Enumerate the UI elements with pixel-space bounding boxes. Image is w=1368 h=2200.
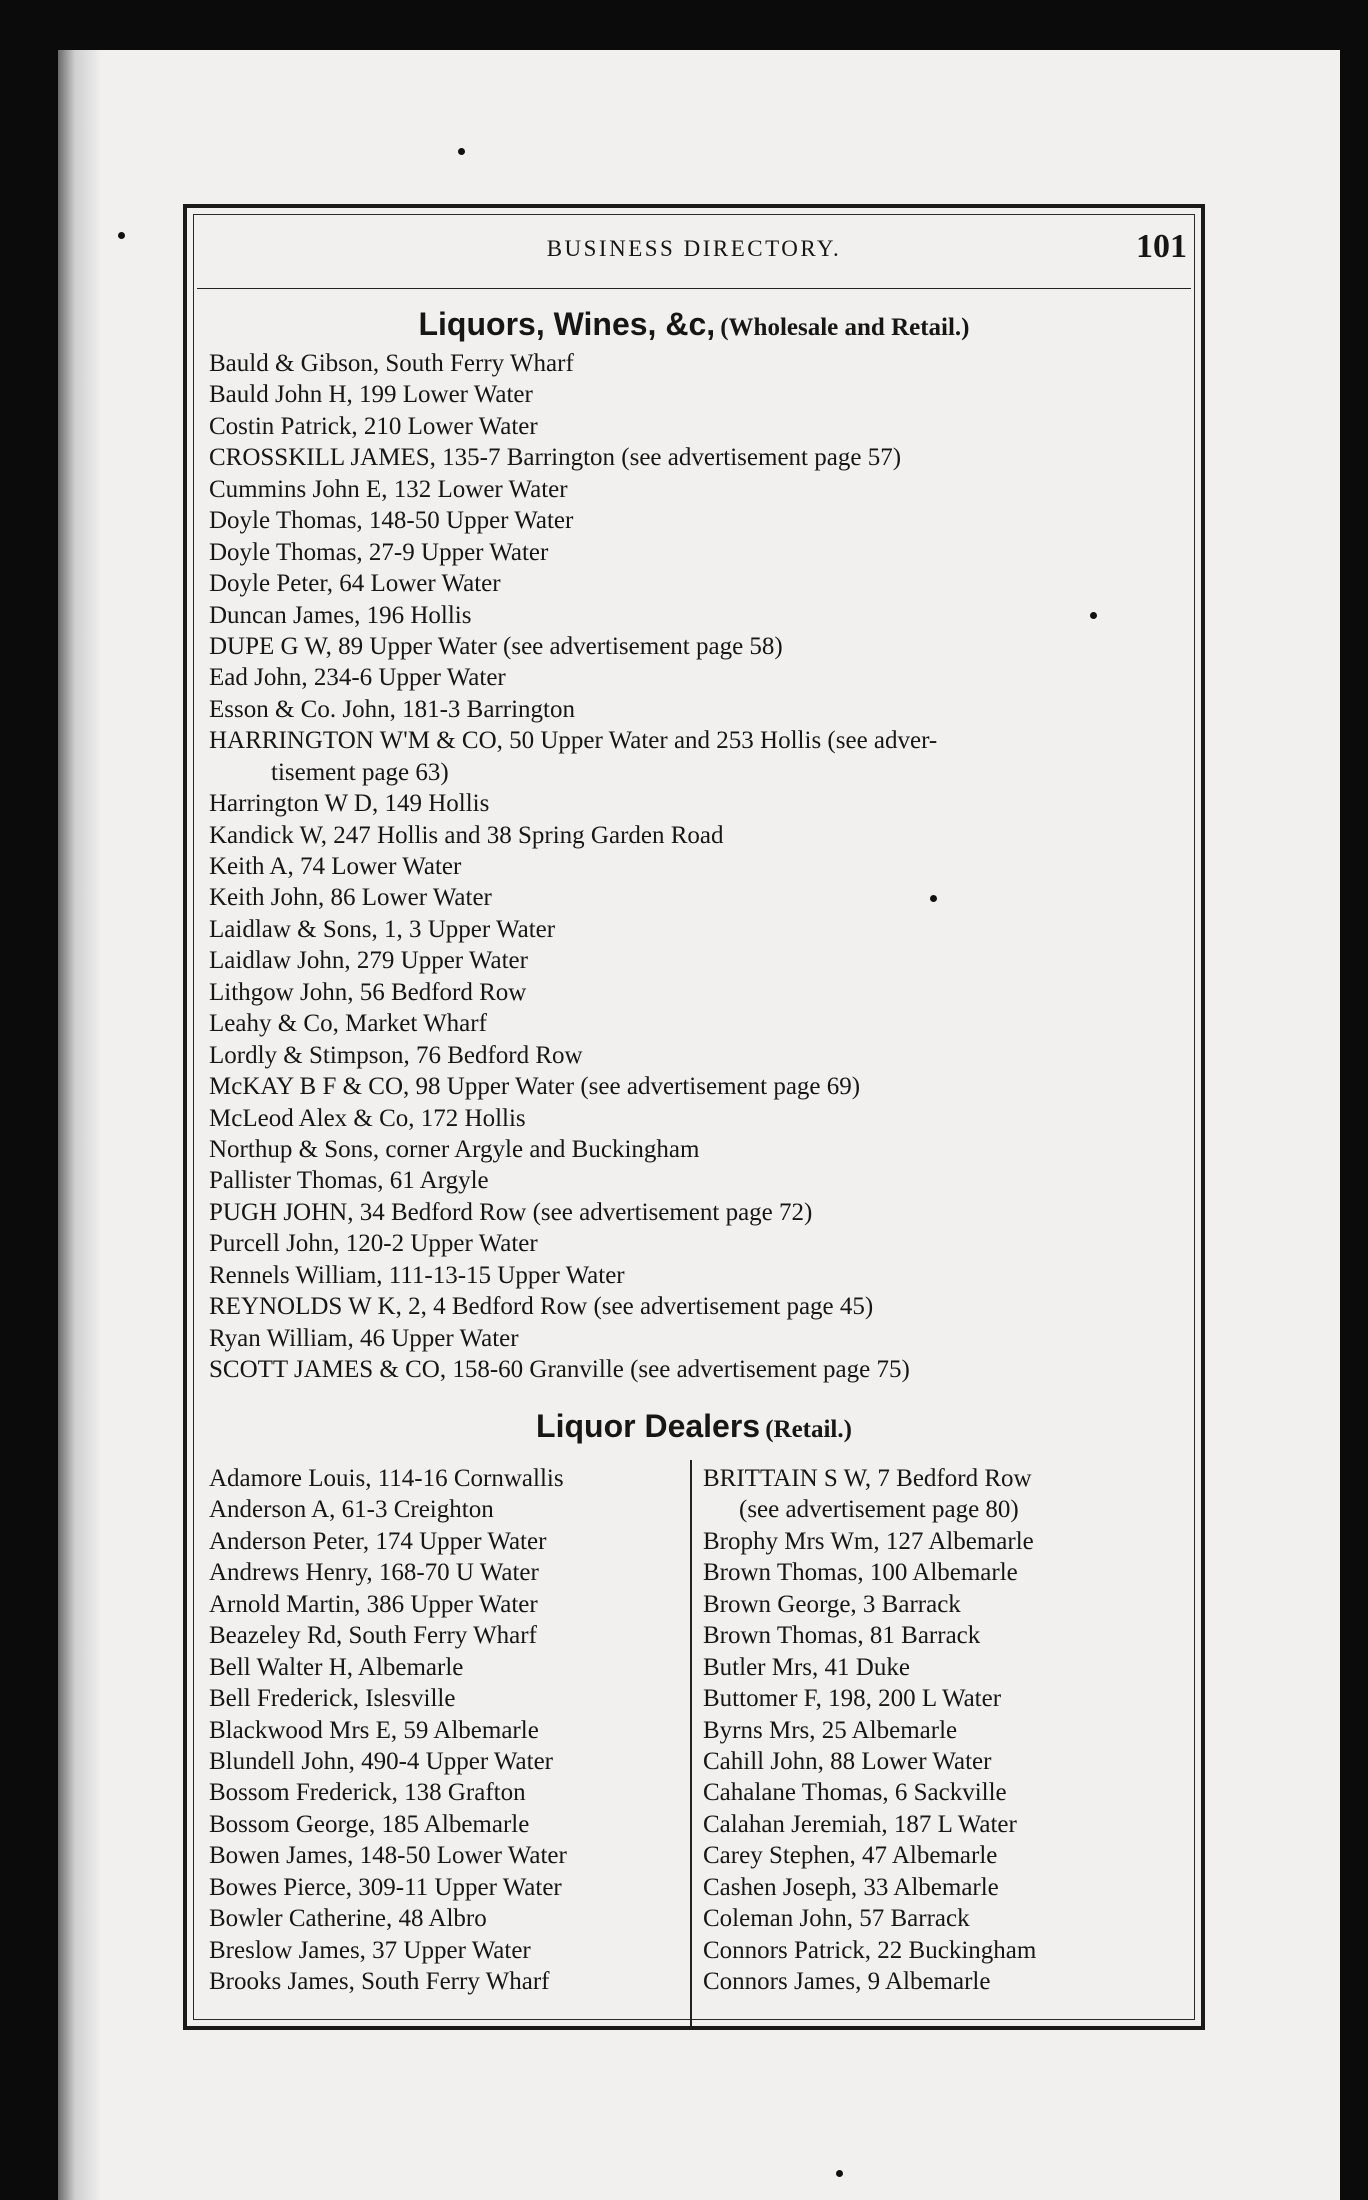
list-item: DUPE G W, 89 Upper Water (see advertisement page 58) (209, 632, 783, 660)
list-item: Rennels William, 111-13-15 Upper Water (209, 1261, 625, 1289)
list-item: Costin Patrick, 210 Lower Water (209, 412, 538, 440)
list-item-continuation: (see advertisement page 80) (739, 1496, 1019, 1524)
list-item: PUGH JOHN, 34 Bedford Row (see advertisement page 72) (209, 1198, 813, 1226)
list-item: Blundell John, 490-4 Upper Water (209, 1747, 553, 1775)
ink-speck (118, 232, 125, 239)
list-item: HARRINGTON W'M & CO, 50 Upper Water and 253 Hollis (see adver- (209, 727, 938, 755)
header-rule (197, 288, 1191, 289)
list-item: Bell Frederick, Islesville (209, 1685, 456, 1713)
list-item: Bossom Frederick, 138 Grafton (209, 1779, 526, 1807)
list-item: Breslow James, 37 Upper Water (209, 1936, 531, 1964)
list-item: Doyle Peter, 64 Lower Water (209, 570, 501, 598)
list-item: Anderson Peter, 174 Upper Water (209, 1527, 547, 1555)
section-subheading: (Wholesale and Retail.) (720, 314, 970, 341)
section-heading: Liquor Dealers (536, 1408, 761, 1444)
list-item: Brooks James, South Ferry Wharf (209, 1968, 550, 1995)
directory-frame (183, 204, 1205, 2030)
section-heading: Liquors, Wines, &c, (418, 306, 716, 342)
liquor-dealers-left-column (209, 1463, 567, 1997)
list-item-continuation: tisement page 63) (271, 758, 449, 786)
list-item: Andrews Henry, 168-70 U Water (209, 1559, 539, 1587)
list-item: REYNOLDS W K, 2, 4 Bedford Row (see advertisement page 45) (209, 1293, 874, 1321)
list-item: Ead John, 234-6 Upper Water (209, 664, 506, 692)
list-item: Bauld & Gibson, South Ferry Wharf (209, 350, 574, 377)
list-item: Purcell John, 120-2 Upper Water (209, 1230, 538, 1258)
page-spine-shadow (58, 50, 100, 2200)
list-item: Bowen James, 148-50 Lower Water (209, 1842, 567, 1870)
list-item: McKAY B F & CO, 98 Upper Water (see advertisement page 69) (209, 1073, 861, 1101)
list-item: McLeod Alex & Co, 172 Hollis (209, 1104, 526, 1132)
list-item: Bowler Catherine, 48 Albro (209, 1905, 487, 1933)
list-item: Laidlaw & Sons, 1, 3 Upper Water (209, 915, 556, 943)
list-item: Harrington W D, 149 Hollis (209, 790, 490, 818)
list-item: Butler Mrs, 41 Duke (703, 1653, 910, 1681)
running-head: BUSINESS DIRECTORY. (546, 236, 842, 261)
list-item: Keith John, 86 Lower Water (209, 884, 492, 912)
list-item: Doyle Thomas, 27-9 Upper Water (209, 538, 549, 566)
ink-speck (458, 148, 465, 155)
list-item: Blackwood Mrs E, 59 Albemarle (209, 1716, 539, 1744)
list-item: Keith A, 74 Lower Water (209, 853, 462, 880)
list-item: Kandick W, 247 Hollis and 38 Spring Garden Road (209, 821, 724, 849)
list-item: Connors James, 9 Albemarle (703, 1968, 991, 1995)
list-item: Leahy & Co, Market Wharf (209, 1010, 487, 1038)
list-item: Northup & Sons, corner Argyle and Buckingham (209, 1135, 700, 1163)
page-number: 101 (1136, 228, 1187, 265)
list-item: Cahalane Thomas, 6 Sackville (703, 1779, 1007, 1807)
list-item: Calahan Jeremiah, 187 L Water (703, 1810, 1017, 1838)
ink-speck (836, 2170, 843, 2177)
list-item: Ryan William, 46 Upper Water (209, 1324, 519, 1352)
liquors-wines-list (209, 348, 937, 1385)
list-item: Beazeley Rd, South Ferry Wharf (209, 1622, 537, 1650)
list-item: Adamore Louis, 114-16 Cornwallis (209, 1465, 564, 1492)
list-item: Brown George, 3 Barrack (703, 1590, 961, 1618)
list-item: Buttomer F, 198, 200 L Water (703, 1685, 1002, 1713)
list-item: Brown Thomas, 100 Albemarle (703, 1559, 1018, 1587)
list-item: Laidlaw John, 279 Upper Water (209, 947, 528, 975)
list-item: Bauld John H, 199 Lower Water (209, 381, 533, 409)
list-item: Cahill John, 88 Lower Water (703, 1747, 992, 1775)
list-item: Duncan James, 196 Hollis (209, 601, 472, 629)
list-item: Connors Patrick, 22 Buckingham (703, 1936, 1037, 1964)
list-item: CROSSKILL JAMES, 135-7 Barrington (see advertisement page 57) (209, 444, 902, 472)
section-title-liquor-dealers (187, 1408, 1201, 1445)
list-item: Lordly & Stimpson, 76 Bedford Row (209, 1041, 583, 1069)
list-item: Coleman John, 57 Barrack (703, 1905, 970, 1933)
liquor-dealers-right-column (703, 1463, 1036, 1997)
list-item: Esson & Co. John, 181-3 Barrington (209, 695, 575, 723)
list-item: Byrns Mrs, 25 Albemarle (703, 1716, 958, 1744)
list-item: Pallister Thomas, 61 Argyle (209, 1167, 489, 1195)
list-item: Brophy Mrs Wm, 127 Albemarle (703, 1527, 1034, 1555)
list-item: Arnold Martin, 386 Upper Water (209, 1590, 538, 1618)
section-title-liquors-wines (187, 306, 1201, 343)
list-item: Cummins John E, 132 Lower Water (209, 475, 568, 503)
list-item: Lithgow John, 56 Bedford Row (209, 978, 527, 1006)
list-item: Brown Thomas, 81 Barrack (703, 1622, 981, 1650)
section-subheading: (Retail.) (765, 1416, 852, 1443)
list-item: Anderson A, 61-3 Creighton (209, 1496, 494, 1524)
list-item: Carey Stephen, 47 Albemarle (703, 1842, 998, 1870)
list-item: SCOTT JAMES & CO, 158-60 Granville (see advertisement page 75) (209, 1356, 910, 1383)
list-item: Bell Walter H, Albemarle (209, 1653, 464, 1681)
list-item: Bowes Pierce, 309-11 Upper Water (209, 1873, 562, 1901)
list-item: BRITTAIN S W, 7 Bedford Row (703, 1465, 1032, 1492)
list-item: Cashen Joseph, 33 Albemarle (703, 1873, 999, 1901)
column-divider (690, 1460, 692, 2026)
list-item: Doyle Thomas, 148-50 Upper Water (209, 507, 574, 535)
list-item: Bossom George, 185 Albemarle (209, 1810, 530, 1838)
